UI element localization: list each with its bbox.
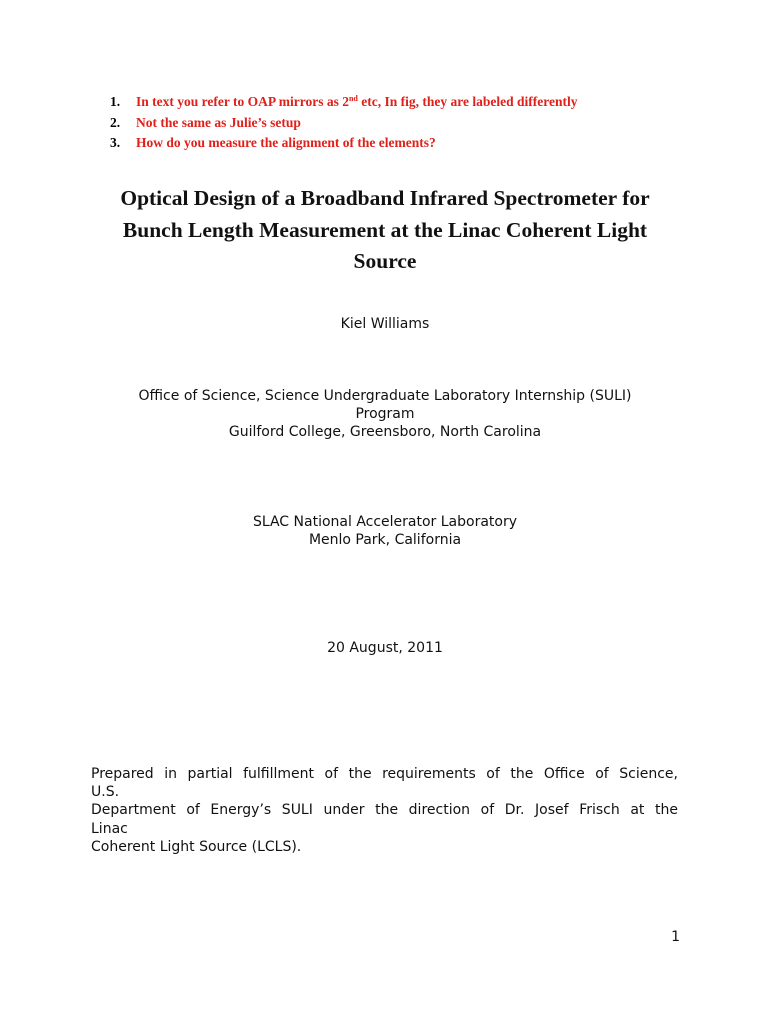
review-comment-1 bbox=[110, 92, 577, 113]
paper-title bbox=[70, 183, 700, 278]
list-number: 2. bbox=[110, 114, 121, 130]
affiliation-line-2: Program bbox=[355, 406, 415, 422]
preparation-line-5: Coherent Light Source (LCLS). bbox=[91, 838, 302, 855]
author-name: Kiel Williams bbox=[340, 316, 430, 332]
list-number: 1. bbox=[110, 94, 121, 109]
comment-text-continued: etc, In fig, they are labeled differently bbox=[357, 94, 578, 109]
preparation-statement bbox=[91, 765, 678, 856]
list-number: 3. bbox=[110, 135, 121, 150]
document-date: 20 August, 2011 bbox=[327, 640, 443, 656]
review-comment-3 bbox=[110, 133, 577, 154]
page-number: 1 bbox=[671, 929, 680, 945]
affiliation-line-3: Guilford College, Greensboro, North Carolina bbox=[228, 424, 542, 440]
review-comment-2 bbox=[110, 113, 577, 134]
comment-text: In text you refer to OAP mirrors as 2 bbox=[136, 94, 349, 109]
preparation-line-2: U.S. bbox=[91, 784, 120, 801]
laboratory-name: SLAC National Accelerator Laboratory bbox=[252, 514, 518, 530]
preparation-line-4: Linac bbox=[91, 820, 128, 837]
ordinal-superscript: nd bbox=[348, 94, 358, 103]
preparation-line-1: Prepared in partial fulfillment of the requirements of the Office of Science, bbox=[91, 766, 678, 782]
affiliation-line-1: Office of Science, Science Undergraduate Laboratory Internship (SULI) bbox=[138, 388, 632, 404]
laboratory-location: Menlo Park, California bbox=[308, 532, 462, 548]
review-comments-list bbox=[110, 92, 577, 154]
comment-text: Not the same as Julie’s setup bbox=[136, 114, 301, 130]
title-line-2: Bunch Length Measurement at the Linac Coherent Light bbox=[122, 217, 648, 242]
title-line-1: Optical Design of a Broadband Infrared Spectrometer for bbox=[120, 186, 650, 210]
title-line-3: Source bbox=[353, 249, 417, 273]
comment-text: How do you measure the alignment of the elements? bbox=[136, 135, 436, 150]
preparation-line-3: Department of Energy’s SULI under the direction of Dr. Josef Frisch at the bbox=[91, 802, 678, 819]
